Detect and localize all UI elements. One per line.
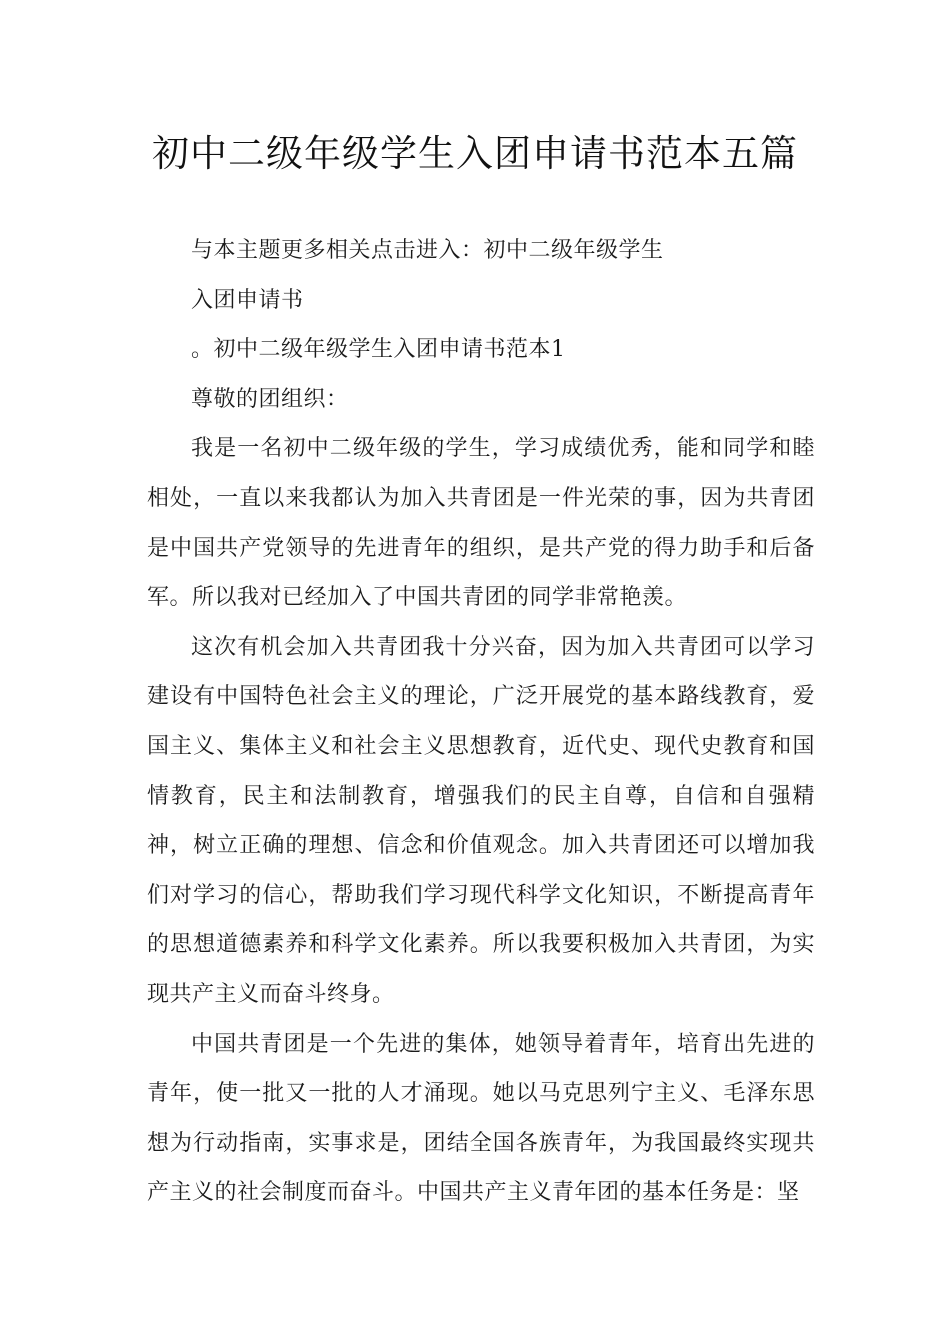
document-body bbox=[147, 226, 815, 1218]
document-title: 初中二级年级学生入团申请书范本五篇 bbox=[152, 132, 798, 175]
paragraph-body-2: 这次有机会加入共青团我十分兴奋，因为加入共青团可以学习建设有中国特色社会主义的理论，广泛开展党的基本路线教育，爱国主义、集体主义和社会主义思想教育，近代史、现代史教育和国情教育，民主和法制教育，增强我们的民主自尊，自信和自强精神，树立正确的理想、信念和价值观念。加入共青团还可以增加我们对学习的信心，帮助我们学习现代科学文化知识，不断提高青年的思想道德素养和科学文化素养。所以我要积极加入共青团，为实现共产主义而奋斗终身。 bbox=[147, 634, 815, 1007]
paragraph-salutation: 尊敬的团组织： bbox=[191, 386, 349, 412]
paragraph-sample-heading: 。初中二级年级学生入团申请书范本1 bbox=[191, 337, 566, 363]
paragraph-body-1: 我是一名初中二级年级的学生，学习成绩优秀，能和同学和睦相处，一直以来我都认为加入共青团是一件光荣的事，因为共青团是中国共产党领导的先进青年的组织，是共产党的得力助手和后备军。所以我对已经加入了中国共青团的同学非常艳羡。 bbox=[147, 436, 815, 611]
paragraph-body-3: 中国共青团是一个先进的集体，她领导着青年，培育出先进的青年，使一批又一批的人才涌现。她以马克思列宁主义、毛泽东思想为行动指南，实事求是，团结全国各族青年，为我国最终实现共产主义的社会制度而奋斗。中国共产主义青年团的基本任务是：坚 bbox=[147, 1031, 815, 1206]
paragraph-related-link: 与本主题更多相关点击进入：初中二级年级学生 bbox=[191, 238, 664, 263]
paragraph-related-link-cont: 入团申请书 bbox=[191, 287, 304, 313]
